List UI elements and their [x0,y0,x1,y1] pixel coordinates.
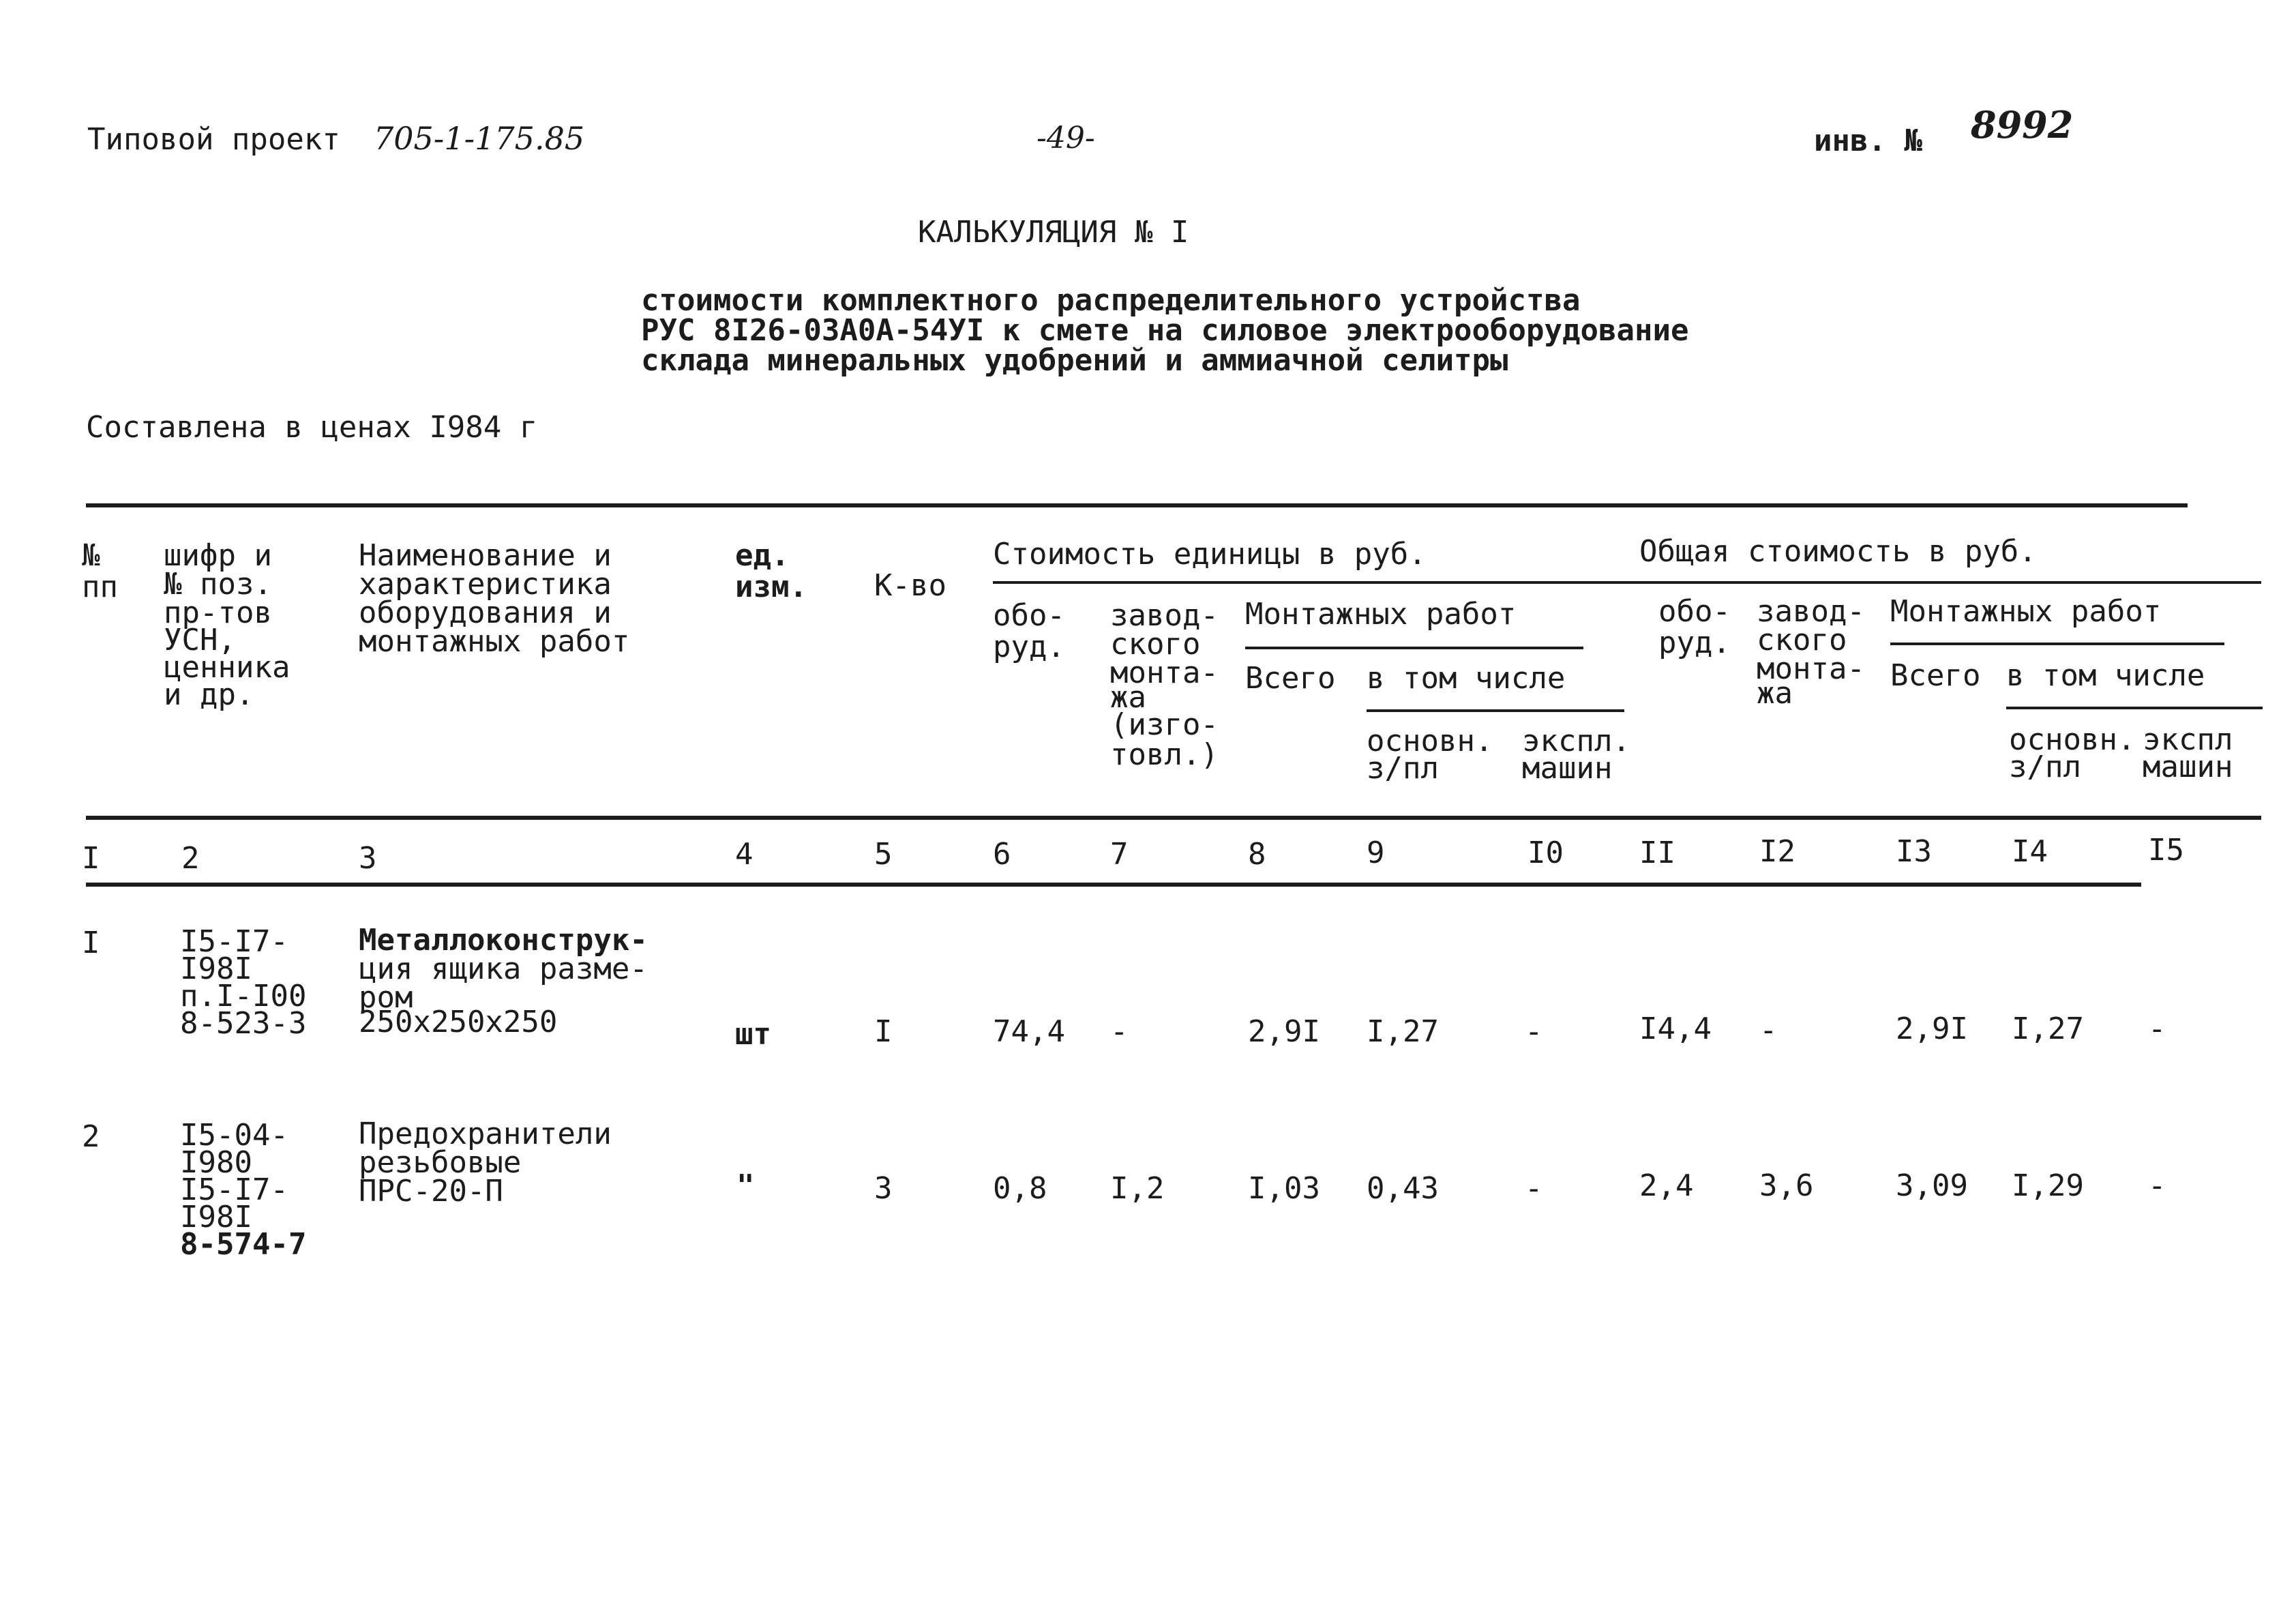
row-value: - [1525,1014,1543,1049]
header-name-line: характеристика [359,567,612,602]
row-code [180,1120,306,1260]
title-line-1: стоимости комплектного распределительного устройства [641,283,1581,318]
header-unit-line: изм. [735,570,807,604]
header-c7-line: (изго- [1110,707,1219,742]
row-name [359,925,648,1038]
header-c14 [2009,724,2135,783]
project-label: Типовой проект [87,122,340,157]
mont-rule-left [1245,647,1583,649]
column-number: I4 [2012,834,2048,869]
header-bottom-rule [86,816,2261,820]
row-value: 2,9I [1248,1014,1320,1049]
sub-rule-left [1367,709,1624,712]
header-name-line: монтажных работ [359,624,630,659]
row-code-line: I5-I7- [180,924,288,959]
row-value: I4,4 [1639,1011,1712,1046]
header-c7-line: завод- [1110,598,1219,633]
row-unit: " [736,1168,755,1203]
header-unit-line: ед. [735,538,790,573]
header-num-line: № [82,538,100,573]
column-number: I5 [2148,833,2184,868]
row-name-line: Металлоконструк- [359,923,648,958]
column-number: 6 [993,837,1011,872]
header-c9 [1367,726,1493,784]
header-c14-line: основн. [2009,722,2136,757]
header-unit [735,540,807,603]
column-number: II [1639,836,1675,870]
row-value: I,27 [2012,1011,2084,1046]
header-c7-line: жа [1110,680,1146,715]
sub-rule-right [2006,707,2263,709]
header-c12-line: ского [1757,623,1847,657]
header-code-line: и др. [164,677,254,712]
header-qty: К-во [874,568,946,603]
header-c9-line: з/пл [1367,751,1439,786]
header-c12 [1757,596,1865,709]
row-code-line: I5-04- [180,1118,288,1153]
prices-note: Составлена в ценах I984 г [86,410,538,445]
row-name-line: ПРС-20-П [359,1174,503,1209]
row-name-line: ром [359,980,413,1015]
header-num [82,540,118,603]
row-value: 0,43 [1367,1171,1439,1206]
row-value: - [1110,1014,1129,1049]
row-number: I [82,926,100,960]
header-name-line: оборудования и [359,595,612,630]
column-number: 5 [874,837,893,872]
row-number: 2 [82,1119,100,1154]
row-value: 74,4 [993,1014,1065,1049]
inv-label: инв. № [1814,123,1922,158]
header-c11-line: руд. [1658,625,1731,660]
row-name-line: ция ящика разме- [359,951,648,986]
column-number: 9 [1367,836,1385,870]
header-total-cost-group: Общая стоимость в руб. [1639,534,2037,569]
column-number: 7 [1110,837,1129,872]
calculation-heading: КАЛЬКУЛЯЦИЯ № I [918,215,1189,250]
row-name [359,1119,612,1207]
row-value: 0,8 [993,1171,1047,1206]
row-qty: I [874,1014,893,1049]
header-c15-line: машин [2143,750,2233,784]
row-code-line: п.I-I00 [180,979,307,1014]
row-value: - [1525,1171,1543,1206]
header-code [164,540,290,711]
column-number: I2 [1759,834,1795,869]
row-code-line: 8-523-3 [180,1006,307,1041]
row-code-line: 8-574-7 [180,1227,307,1262]
row-value: - [2148,1011,2166,1046]
row-value: 2,9I [1896,1011,1968,1046]
header-code-line: № поз. [164,567,272,602]
header-c15 [2143,724,2233,783]
column-number: 8 [1248,837,1266,872]
row-value: I,2 [1110,1171,1165,1206]
header-incl-2: в том числе [2006,658,2205,693]
header-c15-line: экспл [2143,722,2233,757]
title-line-2: РУС 8I26-03А0А-54УI к смете на силовое электрооборудование [641,313,1689,348]
column-numbers-rule [86,883,2141,887]
table-top-rule [86,503,2188,507]
header-name-line: Наименование и [359,538,612,573]
column-number: I3 [1896,834,1932,869]
group-rule [993,581,2261,584]
row-code-line: I5-I7- [180,1172,288,1207]
row-value: 2,4 [1639,1168,1694,1203]
header-unit-cost-group: Стоимость единицы в руб. [993,537,1427,572]
column-number: 2 [181,841,200,876]
title-line-3: склада минеральных удобрений и аммиачной селитры [641,343,1508,378]
row-code-line: I98I [180,1200,252,1235]
column-number: I [82,841,100,876]
column-number: 4 [735,837,754,872]
page-number: -49- [1037,121,1095,156]
row-code [180,926,306,1039]
header-mont-group-2: Монтажных работ [1890,594,2162,629]
header-c11 [1658,596,1731,659]
row-name-line: Предохранители [359,1117,612,1151]
row-value: - [2148,1168,2166,1203]
header-c7-line: ского [1110,627,1201,662]
header-c9-line: основн. [1367,724,1493,758]
header-c6-line: руд. [993,630,1065,664]
row-code-line: I980 [180,1145,252,1180]
header-incl: в том числе [1367,661,1566,696]
column-number: 3 [359,841,377,876]
header-c10-line: машин [1522,751,1613,786]
header-c12-line: монта- [1757,651,1865,686]
header-code-line: УСН, [164,623,236,657]
mont-rule-right [1890,642,2224,645]
header-c6-line: обо- [993,598,1065,633]
row-name-line: резьбовые [359,1145,522,1180]
header-code-line: шифр и [164,538,272,573]
inv-number: 8992 [1971,103,2074,147]
header-c10 [1522,726,1630,784]
header-code-line: пр-тов [164,595,272,630]
header-num-line: пп [82,570,118,604]
header-c7 [1110,600,1219,771]
row-value: I,29 [2012,1168,2084,1203]
row-code-line: I98I [180,951,252,986]
row-value: I,27 [1367,1014,1439,1049]
project-number: 705-1-175.85 [374,120,585,157]
row-unit: шт [735,1017,771,1052]
header-code-line: ценника [164,650,290,685]
header-c11-line: обо- [1658,594,1731,629]
row-name-line: 250х250х250 [359,1005,558,1039]
header-c10-line: экспл. [1522,724,1630,758]
header-c6 [993,600,1065,663]
row-value: 3,09 [1896,1168,1968,1203]
row-qty: 3 [874,1171,893,1206]
header-c12-line: завод- [1757,594,1865,629]
header-name [359,540,629,657]
header-c8-vsego: Всего [1245,661,1336,696]
header-c14-line: з/пл [2009,750,2081,784]
header-c7-line: товл.) [1110,737,1219,772]
row-value: 3,6 [1759,1168,1814,1203]
header-mont-group: Монтажных работ [1245,597,1517,632]
header-c13-vsego: Всего [1890,658,1981,693]
row-value: - [1759,1013,1778,1048]
header-c7-line: монта- [1110,655,1219,690]
row-value: I,03 [1248,1171,1320,1206]
column-number: I0 [1527,836,1564,870]
header-c12-line: жа [1757,676,1793,711]
